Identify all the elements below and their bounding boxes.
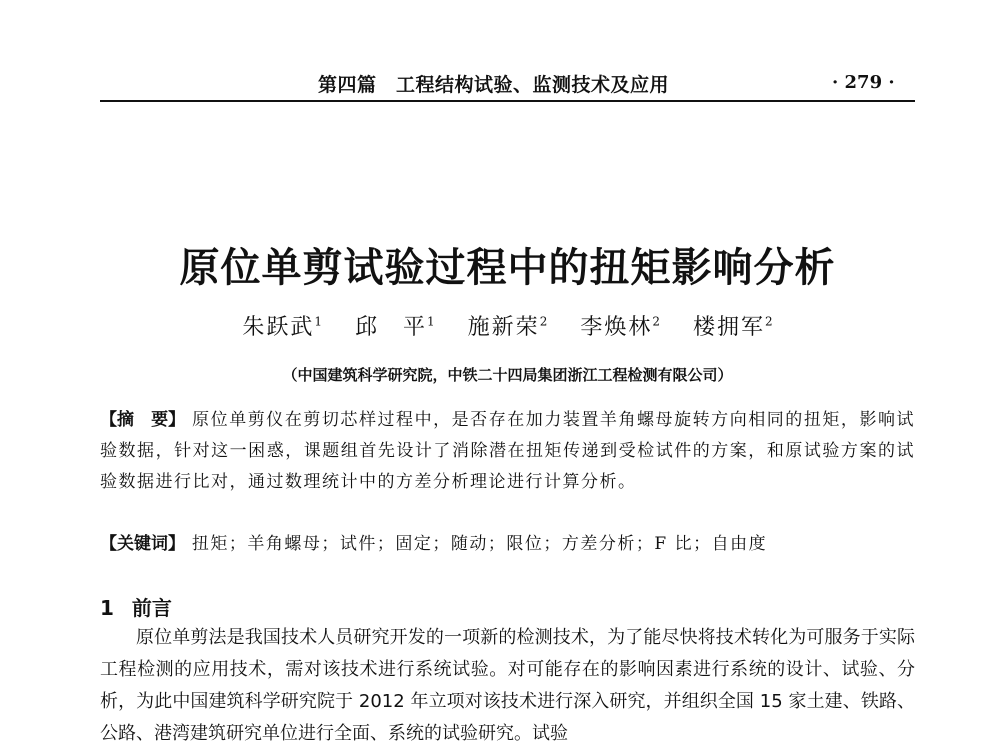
keywords-text: 扭矩；羊角螺母；试件；固定；随动；限位；方差分析；F 比；自由度 <box>191 534 768 554</box>
abstract-text: 原位单剪仪在剪切芯样过程中，是否存在加力装置羊角螺母旋转方向相同的扭矩，影响试验数据，针对这一困惑，课题组首先设计了消除潜在扭矩传递到受检试件的方案，和原试验方案的试验数据进行比对，通过数理统计中的方差分析理论进行计算分析。 <box>100 410 916 492</box>
author-name: 施新荣 <box>467 315 540 340</box>
author-affiliation-mark: 2 <box>652 314 660 329</box>
author-name: 李焕林 <box>580 315 653 340</box>
author-name: 朱跃武 <box>242 315 315 340</box>
author-3 <box>468 315 548 340</box>
author-2 <box>355 315 435 340</box>
abstract <box>100 405 915 498</box>
running-header-title: 第四篇 工程结构试验、监测技术及应用 <box>318 74 670 96</box>
section-title: 前言 <box>131 596 172 620</box>
page-number: · 279 · <box>832 72 895 93</box>
author-affiliation-mark: 1 <box>427 314 435 329</box>
paper-title: 原位单剪试验过程中的扭矩影响分析 <box>179 245 836 291</box>
author-list <box>100 310 915 341</box>
author-name: 邱 平 <box>355 315 428 340</box>
author-affiliation-mark: 2 <box>765 314 773 329</box>
header-rule <box>100 100 915 102</box>
author-1 <box>242 315 322 340</box>
author-4 <box>580 315 660 340</box>
author-affiliation-mark: 1 <box>314 314 323 329</box>
affiliation: （中国建筑科学研究院，中铁二十四局集团浙江工程检测有限公司） <box>282 366 733 384</box>
keywords-label: 【关键词】 <box>100 534 185 554</box>
keywords <box>100 529 915 560</box>
abstract-label: 【摘 要】 <box>100 410 186 430</box>
section-body-paragraph: 原位单剪法是我国技术人员研究开发的一项新的检测技术，为了能尽快将技术转化为可服务于实际工程检测的应用技术，需对该技术进行系统试验。对可能存在的影响因素进行系统的设计、试验、分析，为此中国建筑科学研究院于 2012 年立项对该技术进行深入研究，并组织全国 15 家土建、铁路、公路、港湾建筑研究单位进行全面、系统的试验研究。试验 <box>100 627 915 744</box>
section-heading <box>100 592 172 621</box>
author-5 <box>693 315 773 340</box>
author-name: 楼拥军 <box>692 315 765 340</box>
author-affiliation-mark: 2 <box>539 314 548 329</box>
section-number: 1 <box>100 596 114 620</box>
